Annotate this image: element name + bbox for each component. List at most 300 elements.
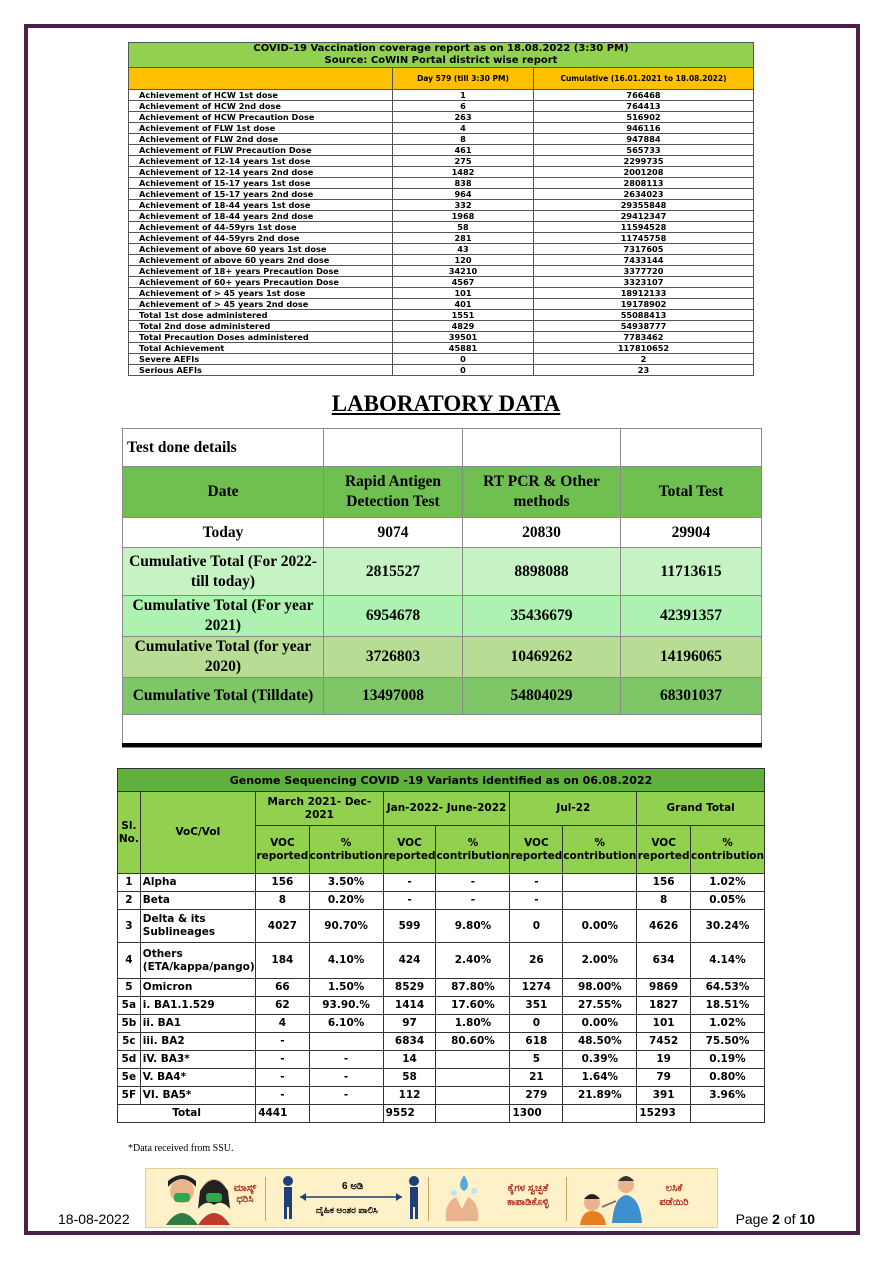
vaccination-row	[129, 101, 754, 112]
vaccination-label: Achievement of 15-17 years 2nd dose	[129, 189, 393, 200]
vaccination-day-value: 4567	[393, 277, 534, 288]
vaccination-label: Total 1st dose administered	[129, 310, 393, 321]
variant-cell: 87.80%	[436, 979, 510, 997]
vaccination-label: Achievement of above 60 years 2nd dose	[129, 255, 393, 266]
vaccination-row	[129, 266, 754, 277]
vaccination-cumulative-value: 7783462	[534, 332, 754, 343]
variant-cell: 634	[637, 943, 691, 979]
vaccination-cumulative-value: 764413	[534, 101, 754, 112]
variant-cell: 6.10%	[309, 1015, 383, 1033]
variant-cell: 0.20%	[309, 892, 383, 910]
vaccination-cumulative-value: 2	[534, 354, 754, 365]
variant-cell: 14	[383, 1051, 436, 1069]
footer-date: 18-08-2022	[58, 1211, 130, 1227]
sub-voc-header: VOC reported	[510, 826, 563, 874]
col-day: Day 579 (till 3:30 PM)	[393, 68, 534, 90]
vaccination-day-value: 43	[393, 244, 534, 255]
vaccination-cumulative-value: 2808113	[534, 178, 754, 189]
lab-date: Cumulative Total (for year 2020)	[123, 637, 324, 678]
total-cell: 1300	[510, 1105, 563, 1123]
lab-rtpcr: 10469262	[463, 637, 621, 678]
variant-cell: 4.14%	[690, 943, 764, 979]
vaccination-label: Achievement of > 45 years 2nd dose	[129, 299, 393, 310]
variant-row	[118, 943, 765, 979]
variant-cell: 66	[256, 979, 309, 997]
variant-sl: 2	[118, 892, 141, 910]
variant-name: V. BA4*	[140, 1069, 255, 1087]
variant-cell: -	[256, 1051, 309, 1069]
variant-sl: 5d	[118, 1051, 141, 1069]
vaccination-day-value: 101	[393, 288, 534, 299]
vaccination-row	[129, 222, 754, 233]
vaccination-cumulative-value: 7317605	[534, 244, 754, 255]
lab-row	[123, 548, 762, 596]
vaccination-row	[129, 365, 754, 376]
lab-caption: Test done details	[123, 429, 324, 467]
variant-cell: 1414	[383, 997, 436, 1015]
variant-name: Delta & its Sublineages	[140, 910, 255, 943]
lab-row	[123, 518, 762, 548]
total-cell: 4441	[256, 1105, 309, 1123]
variant-sl: 5	[118, 979, 141, 997]
lab-date: Cumulative Total (For 2022- till today)	[123, 548, 324, 596]
vaccination-cumulative-value: 7433144	[534, 255, 754, 266]
vaccination-row	[129, 156, 754, 167]
vaccination-day-value: 263	[393, 112, 534, 123]
vaccination-row	[129, 310, 754, 321]
vaccination-cumulative-value: 54938777	[534, 321, 754, 332]
lab-total: 68301037	[621, 678, 762, 715]
variant-cell: 98.00%	[563, 979, 637, 997]
distance-text: ದೈಹಿಕ ಅಂತರ ಪಾಲಿಸಿ	[316, 1205, 378, 1215]
vaccination-row	[129, 299, 754, 310]
vaccination-cumulative-value: 2634023	[534, 189, 754, 200]
vaccination-row	[129, 233, 754, 244]
vaccination-cumulative-value: 565733	[534, 145, 754, 156]
variant-sl: 5e	[118, 1069, 141, 1087]
variant-cell: 184	[256, 943, 309, 979]
lab-date: Today	[123, 518, 324, 548]
vaccination-day-value: 4	[393, 123, 534, 134]
variant-cell: 58	[383, 1069, 436, 1087]
vaccination-label: Severe AEFIs	[129, 354, 393, 365]
sub-voc-header: VOC reported	[383, 826, 436, 874]
variant-cell: 424	[383, 943, 436, 979]
variant-name: Others (ETA/kappa/pango)	[140, 943, 255, 979]
vaccination-cumulative-value: 766468	[534, 90, 754, 101]
vaccination-label: Total Achievement	[129, 343, 393, 354]
lab-total: 42391357	[621, 596, 762, 637]
vaccination-day-value: 58	[393, 222, 534, 233]
variant-sl: 3	[118, 910, 141, 943]
vaccination-row	[129, 343, 754, 354]
lab-header: RT PCR & Other methods	[463, 467, 621, 518]
vaccination-row	[129, 255, 754, 266]
variant-cell: 618	[510, 1033, 563, 1051]
vaccination-cumulative-value: 947884	[534, 134, 754, 145]
vaccination-cumulative-value: 946116	[534, 123, 754, 134]
vaccination-row	[129, 200, 754, 211]
variant-sl: 4	[118, 943, 141, 979]
vaccination-cumulative-value: 3323107	[534, 277, 754, 288]
page-number: Page 2 of 10	[735, 1211, 815, 1227]
lab-total: 14196065	[621, 637, 762, 678]
vaccination-row	[129, 112, 754, 123]
sub-pct-header: % contribution	[563, 826, 637, 874]
vaccination-day-value: 0	[393, 354, 534, 365]
vaccination-icon	[574, 1169, 654, 1227]
variant-cell: 1.80%	[436, 1015, 510, 1033]
vaccination-cumulative-value: 18912133	[534, 288, 754, 299]
variant-cell: 5	[510, 1051, 563, 1069]
variant-cell: 6834	[383, 1033, 436, 1051]
total-cell	[436, 1105, 510, 1123]
vaccination-title: COVID-19 Vaccination coverage report as on 18.08.2022 (3:30 PM) Source: CoWIN Portal district wise report	[129, 43, 754, 68]
vaccination-label: Achievement of FLW Precaution Dose	[129, 145, 393, 156]
vaccination-row	[129, 123, 754, 134]
variant-cell: 156	[256, 874, 309, 892]
vaccination-label: Achievement of 44-59yrs 1st dose	[129, 222, 393, 233]
vaccination-day-value: 1551	[393, 310, 534, 321]
variant-cell: 101	[637, 1015, 691, 1033]
vaccination-cumulative-value: 117810652	[534, 343, 754, 354]
lab-header: Date	[123, 467, 324, 518]
distance-icon	[272, 1169, 422, 1227]
variant-name: i. BA1.1.529	[140, 997, 255, 1015]
vaccination-cumulative-value: 55088413	[534, 310, 754, 321]
lab-header: Rapid Antigen Detection Test	[324, 467, 463, 518]
sl-header: Sl. No.	[118, 792, 141, 874]
vaccination-row	[129, 134, 754, 145]
vaccination-cumulative-value: 3377720	[534, 266, 754, 277]
vaccination-day-value: 332	[393, 200, 534, 211]
total-cell: 9552	[383, 1105, 436, 1123]
vaccination-day-value: 4829	[393, 321, 534, 332]
variant-cell: 93.90.%	[309, 997, 383, 1015]
variant-row	[118, 1069, 765, 1087]
variant-cell: 1.64%	[563, 1069, 637, 1087]
hands-text: ಕೈಗಳ ಸ್ವಚ್ಛತೆ ಕಾಪಾಡಿಕೊಳ್ಳಿ	[507, 1183, 549, 1208]
vaccination-cumulative-value: 29412347	[534, 211, 754, 222]
lab-total: 11713615	[621, 548, 762, 596]
vaccination-row	[129, 189, 754, 200]
vaccination-label: Achievement of 12-14 years 2nd dose	[129, 167, 393, 178]
variant-cell: -	[256, 1033, 309, 1051]
vaccination-row	[129, 354, 754, 365]
lab-rat: 9074	[324, 518, 463, 548]
variant-cell: 1827	[637, 997, 691, 1015]
awareness-banner	[145, 1168, 718, 1228]
variant-cell: 8	[256, 892, 309, 910]
variant-cell: 21.89%	[563, 1087, 637, 1105]
variant-name: Alpha	[140, 874, 255, 892]
variant-cell: 9.80%	[436, 910, 510, 943]
total-cell	[690, 1105, 764, 1123]
sub-pct-header: % contribution	[309, 826, 383, 874]
lab-heading: LABORATORY DATA	[331, 391, 561, 416]
lab-table	[122, 428, 762, 748]
variant-name: VI. BA5*	[140, 1087, 255, 1105]
variant-cell: -	[510, 892, 563, 910]
variant-sl: 5c	[118, 1033, 141, 1051]
variant-cell: 4.10%	[309, 943, 383, 979]
lab-date: Cumulative Total (Tilldate)	[123, 678, 324, 715]
variant-cell: 112	[383, 1087, 436, 1105]
variant-cell: 62	[256, 997, 309, 1015]
period-header: March 2021- Dec-2021	[256, 792, 383, 826]
vaccination-label: Achievement of 60+ years Precaution Dose	[129, 277, 393, 288]
variant-name: iV. BA3*	[140, 1051, 255, 1069]
lab-row	[123, 637, 762, 678]
variant-row	[118, 1015, 765, 1033]
vaccination-label: Achievement of 44-59yrs 2nd dose	[129, 233, 393, 244]
vaccination-day-value: 1482	[393, 167, 534, 178]
vaccination-label: Total Precaution Doses administered	[129, 332, 393, 343]
mask-text: ಮಾಸ್ಕ್ ಧರಿಸಿ	[233, 1183, 257, 1205]
variant-cell: 80.60%	[436, 1033, 510, 1051]
vaccination-cumulative-value: 516902	[534, 112, 754, 123]
variant-cell: 48.50%	[563, 1033, 637, 1051]
variant-row	[118, 1033, 765, 1051]
variant-cell: 351	[510, 997, 563, 1015]
sub-voc-header: VOC reported	[637, 826, 691, 874]
vaccination-day-value: 275	[393, 156, 534, 167]
variant-cell	[563, 892, 637, 910]
variant-cell: -	[510, 874, 563, 892]
vaccination-row	[129, 167, 754, 178]
vaccination-label: Achievement of HCW 1st dose	[129, 90, 393, 101]
vaccination-label: Total 2nd dose administered	[129, 321, 393, 332]
variant-cell	[436, 1051, 510, 1069]
variant-cell: 21	[510, 1069, 563, 1087]
vaccination-day-value: 964	[393, 189, 534, 200]
lab-row	[123, 678, 762, 715]
variant-cell: 3.50%	[309, 874, 383, 892]
vaccination-day-value: 281	[393, 233, 534, 244]
variant-cell: -	[383, 892, 436, 910]
vaccination-row	[129, 332, 754, 343]
vaccination-label: Achievement of HCW Precaution Dose	[129, 112, 393, 123]
variant-row	[118, 1051, 765, 1069]
vaccination-table	[128, 42, 754, 376]
variant-sl: 5b	[118, 1015, 141, 1033]
variant-cell: -	[309, 1087, 383, 1105]
sub-voc-header: VOC reported	[256, 826, 309, 874]
lab-rat: 6954678	[324, 596, 463, 637]
hand-wash-icon	[436, 1169, 496, 1227]
variant-cell: 599	[383, 910, 436, 943]
variant-cell: 1.50%	[309, 979, 383, 997]
period-header: Grand Total	[637, 792, 765, 826]
variant-name: iii. BA2	[140, 1033, 255, 1051]
lab-date: Cumulative Total (For year 2021)	[123, 596, 324, 637]
variant-cell: 2.40%	[436, 943, 510, 979]
lab-bottom-rule	[122, 743, 762, 747]
vaccination-label: Achievement of FLW 1st dose	[129, 123, 393, 134]
vaccination-cumulative-value: 2299735	[534, 156, 754, 167]
vaccination-row	[129, 90, 754, 101]
variant-cell: -	[309, 1069, 383, 1087]
vaccination-cumulative-value: 11745758	[534, 233, 754, 244]
variant-cell: 1.02%	[690, 874, 764, 892]
variant-cell: 4027	[256, 910, 309, 943]
vaccination-day-value: 461	[393, 145, 534, 156]
vaccination-label: Achievement of 15-17 years 1st dose	[129, 178, 393, 189]
variant-sl: 1	[118, 874, 141, 892]
variant-cell: 0	[510, 1015, 563, 1033]
lab-total: 29904	[621, 518, 762, 548]
lab-rat: 13497008	[324, 678, 463, 715]
variant-cell: 0.80%	[690, 1069, 764, 1087]
variant-cell: 17.60%	[436, 997, 510, 1015]
variant-cell: 90.70%	[309, 910, 383, 943]
variant-cell: 26	[510, 943, 563, 979]
variant-cell: 75.50%	[690, 1033, 764, 1051]
vaccination-row	[129, 244, 754, 255]
vaccination-day-value: 6	[393, 101, 534, 112]
variant-cell: 0	[510, 910, 563, 943]
variant-cell: -	[436, 874, 510, 892]
genome-table	[117, 768, 765, 1123]
vaccination-label: Achievement of above 60 years 1st dose	[129, 244, 393, 255]
variant-cell: 279	[510, 1087, 563, 1105]
lab-rat: 3726803	[324, 637, 463, 678]
variant-cell: 0.19%	[690, 1051, 764, 1069]
vaccination-day-value: 838	[393, 178, 534, 189]
variant-cell: 18.51%	[690, 997, 764, 1015]
variant-row	[118, 979, 765, 997]
vaccination-day-value: 120	[393, 255, 534, 266]
vaccination-day-value: 34210	[393, 266, 534, 277]
sub-pct-header: % contribution	[690, 826, 764, 874]
lab-row	[123, 596, 762, 637]
genome-title: Genome Sequencing COVID -19 Variants identified as on 06.08.2022	[118, 769, 765, 792]
total-cell	[563, 1105, 637, 1123]
vaccination-cumulative-value: 29355848	[534, 200, 754, 211]
variant-cell: 3.96%	[690, 1087, 764, 1105]
variant-cell	[436, 1087, 510, 1105]
variant-cell: 2.00%	[563, 943, 637, 979]
vaccination-row	[129, 145, 754, 156]
vaccination-label: Achievement of 18+ years Precaution Dose	[129, 266, 393, 277]
variant-cell: 7452	[637, 1033, 691, 1051]
vaccination-label: Achievement of FLW 2nd dose	[129, 134, 393, 145]
variant-sl: 5F	[118, 1087, 141, 1105]
vaccination-row	[129, 178, 754, 189]
variant-row	[118, 1087, 765, 1105]
vaccination-cumulative-value: 23	[534, 365, 754, 376]
variant-row	[118, 874, 765, 892]
variant-row	[118, 892, 765, 910]
vaccination-cumulative-value: 2001208	[534, 167, 754, 178]
variant-cell: 4	[256, 1015, 309, 1033]
variant-cell: 1274	[510, 979, 563, 997]
variant-cell: 0.00%	[563, 910, 637, 943]
vaccination-day-value: 0	[393, 365, 534, 376]
variant-cell: 27.55%	[563, 997, 637, 1015]
vaccination-day-value: 8	[393, 134, 534, 145]
variant-cell: -	[309, 1051, 383, 1069]
variant-sl: 5a	[118, 997, 141, 1015]
variant-cell: 4626	[637, 910, 691, 943]
lab-rtpcr: 54804029	[463, 678, 621, 715]
variant-cell: 0.39%	[563, 1051, 637, 1069]
vaccination-row	[129, 211, 754, 222]
variant-cell: 0.00%	[563, 1015, 637, 1033]
distance-value: 6 ಅಡಿ	[342, 1181, 364, 1192]
variant-cell: 30.24%	[690, 910, 764, 943]
total-row	[118, 1105, 765, 1123]
vaccination-day-value: 401	[393, 299, 534, 310]
variant-cell: -	[383, 874, 436, 892]
data-source-note: *Data received from SSU.	[128, 1143, 234, 1154]
vaccination-label: Achievement of 12-14 years 1st dose	[129, 156, 393, 167]
total-cell: 15293	[637, 1105, 691, 1123]
vaccination-row	[129, 288, 754, 299]
lab-rtpcr: 20830	[463, 518, 621, 548]
variant-cell: 19	[637, 1051, 691, 1069]
col-cumulative: Cumulative (16.01.2021 to 18.08.2022)	[534, 68, 754, 90]
vaccination-day-value: 39501	[393, 332, 534, 343]
variant-cell: 9869	[637, 979, 691, 997]
lab-rtpcr: 8898088	[463, 548, 621, 596]
vaccination-label: Achievement of > 45 years 1st dose	[129, 288, 393, 299]
variant-cell: 391	[637, 1087, 691, 1105]
vaccination-label: Achievement of HCW 2nd dose	[129, 101, 393, 112]
vaccination-row	[129, 277, 754, 288]
variant-cell: 8529	[383, 979, 436, 997]
period-header: Jan-2022- June-2022	[383, 792, 510, 826]
variant-cell	[309, 1033, 383, 1051]
variant-cell: -	[256, 1069, 309, 1087]
variant-row	[118, 997, 765, 1015]
variant-cell	[563, 874, 637, 892]
variant-name: Beta	[140, 892, 255, 910]
vaccination-label: Achievement of 18-44 years 1st dose	[129, 200, 393, 211]
variant-cell: 1.02%	[690, 1015, 764, 1033]
vaccine-text: ಲಸಿಕೆ ಪಡೆಯಿರಿ	[659, 1183, 689, 1208]
variant-cell: 8	[637, 892, 691, 910]
sub-pct-header: % contribution	[436, 826, 510, 874]
vaccination-label: Achievement of 18-44 years 2nd dose	[129, 211, 393, 222]
total-label: Total	[118, 1105, 256, 1123]
variant-cell: 97	[383, 1015, 436, 1033]
variant-cell: 64.53%	[690, 979, 764, 997]
variant-name: Omicron	[140, 979, 255, 997]
vaccination-row	[129, 321, 754, 332]
voc-header: VoC/VoI	[140, 792, 255, 874]
lab-rat: 2815527	[324, 548, 463, 596]
variant-cell: 156	[637, 874, 691, 892]
variant-cell	[436, 1069, 510, 1087]
vaccination-day-value: 1968	[393, 211, 534, 222]
variant-row	[118, 910, 765, 943]
variant-name: ii. BA1	[140, 1015, 255, 1033]
total-cell	[309, 1105, 383, 1123]
variant-cell: 79	[637, 1069, 691, 1087]
vaccination-label: Serious AEFIs	[129, 365, 393, 376]
vaccination-cumulative-value: 11594528	[534, 222, 754, 233]
vaccination-day-value: 45881	[393, 343, 534, 354]
vaccination-day-value: 1	[393, 90, 534, 101]
variant-cell: -	[436, 892, 510, 910]
variant-cell: -	[256, 1087, 309, 1105]
variant-cell: 0.05%	[690, 892, 764, 910]
period-header: Jul-22	[510, 792, 637, 826]
lab-rtpcr: 35436679	[463, 596, 621, 637]
lab-header: Total Test	[621, 467, 762, 518]
vaccination-cumulative-value: 19178902	[534, 299, 754, 310]
